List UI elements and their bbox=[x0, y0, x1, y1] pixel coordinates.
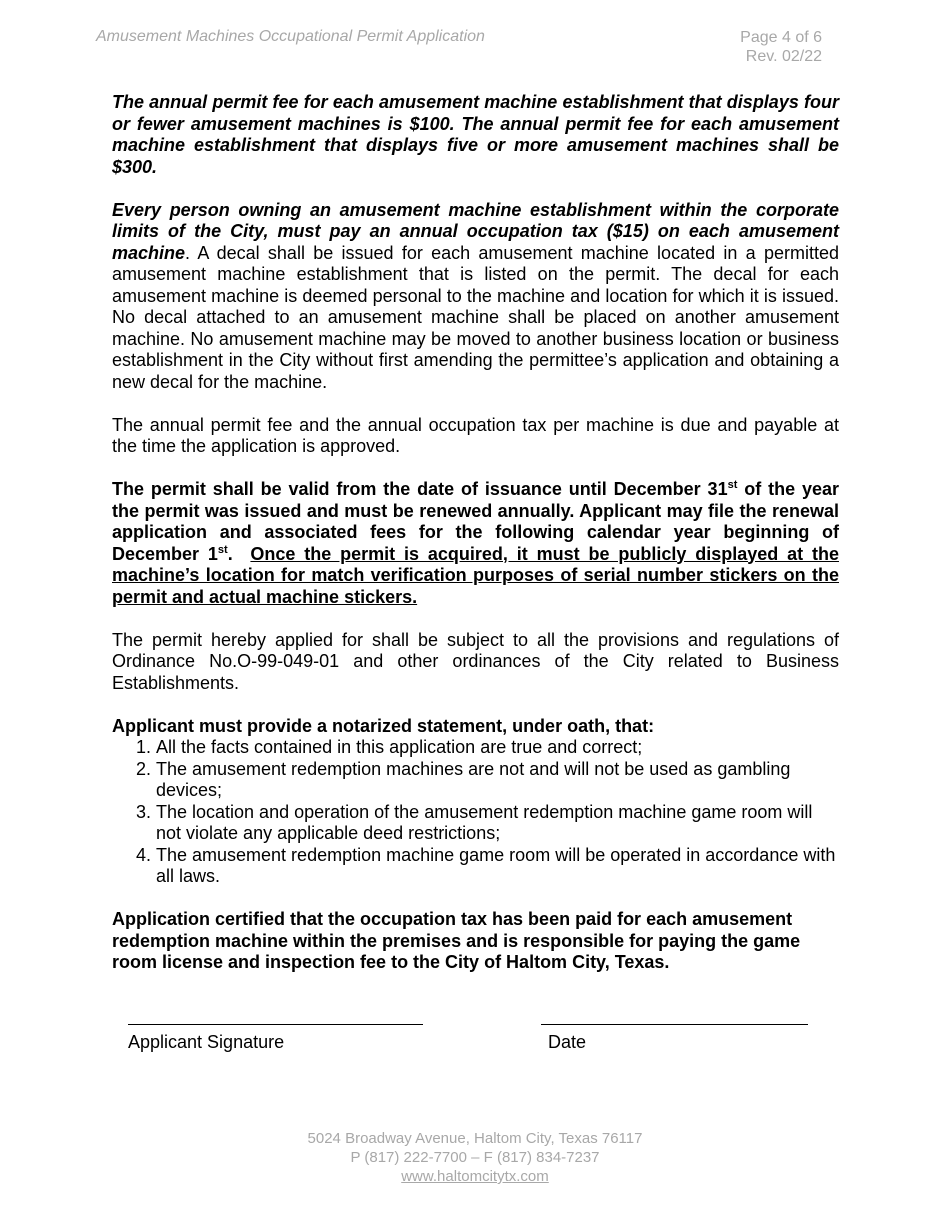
ordinance-paragraph: The permit hereby applied for shall be subject to all the provisions and regulations of Ordinance No.O-99-049-01 and other ordinances of the City related to Business Establishments. bbox=[112, 629, 839, 693]
occupation-tax-paragraph bbox=[112, 200, 839, 394]
date-block bbox=[541, 1012, 808, 1053]
list-heading: Applicant must provide a notarized statement, under oath, that: bbox=[112, 715, 655, 736]
validity-sup-2: st bbox=[217, 543, 228, 556]
list-item: 2. The amusement redemption machines are not and will not be used as gambling devices; bbox=[156, 759, 839, 802]
occupation-tax-bold: Every person owning an amusement machine establishment within the corporate limits of the City, must pay an annual occupation tax ($15) on each amusement machine bbox=[112, 199, 839, 263]
document-body bbox=[112, 92, 839, 974]
validity-text-b: of the year the permit was issued and must be renewed annually. Applicant may file the renewal application and associated fees for the following calendar year beginning of December 1 bbox=[112, 479, 839, 564]
display-requirement: Once the permit is acquired, it must be publicly displayed at the machine’s location for match verification purposes of serial number stickers on the permit and actual machine stickers. bbox=[112, 543, 839, 607]
validity-text-a: The permit shall be valid from the date of issuance until December 31 bbox=[112, 479, 728, 499]
date-line[interactable] bbox=[541, 1012, 808, 1025]
validity-sup-1: st bbox=[727, 479, 738, 491]
applicant-signature-block bbox=[128, 1012, 423, 1053]
footer-address: 5024 Broadway Avenue, Haltom City, Texas 76117 bbox=[307, 1130, 643, 1147]
footer-phone: P (817) 222-7700 – F (817) 834-7237 bbox=[350, 1149, 600, 1166]
statement-list bbox=[112, 737, 839, 888]
validity-text-c: . bbox=[227, 543, 251, 564]
document-title: Amusement Machines Occupational Permit Application bbox=[96, 28, 485, 45]
page-number: Page 4 of 6 bbox=[740, 29, 822, 46]
certification-paragraph: Application certified that the occupation tax has been paid for each amusement redemption machine within the premises and is responsible for paying the game room license and inspection fee to the City of Haltom City, Texas. bbox=[112, 909, 801, 972]
list-item: 4. The amusement redemption machine game room will be operated in accordance with all laws. bbox=[156, 845, 839, 888]
fee-paragraph: The annual permit fee for each amusement machine establishment that displays four or fewer amusement machines is $100. The annual permit fee for each amusement machine establishment that displays five or more amusement machines shall be $300. bbox=[112, 92, 839, 177]
date-label: Date bbox=[548, 1032, 587, 1052]
revision: Rev. 02/22 bbox=[745, 48, 822, 65]
list-item: 3. The location and operation of the amusement redemption machine game room will not violate any applicable deed restrictions; bbox=[156, 802, 839, 845]
footer bbox=[0, 1129, 950, 1186]
list-item: 1. All the facts contained in this application are true and correct; bbox=[156, 737, 839, 759]
page-info bbox=[740, 28, 822, 66]
payment-paragraph: The annual permit fee and the annual occupation tax per machine is due and payable at the time the application is approved. bbox=[112, 414, 839, 456]
footer-website-link[interactable]: www.haltomcitytx.com bbox=[401, 1168, 549, 1185]
applicant-signature-line[interactable] bbox=[128, 1012, 423, 1025]
applicant-signature-label: Applicant Signature bbox=[128, 1032, 285, 1052]
occupation-tax-rest: . A decal shall be issued for each amusement machine located in a permitted amusement machine establishment that is listed on the permit. The decal for each amusement machine is deemed personal to the machine and location for which it is issued. No decal attached to an amusement machine shall be placed on another amusement machine. No amusement machine may be moved to another business location or business establishment in the City without first amending the permittee’s application and obtaining a new decal for the machine. bbox=[112, 242, 839, 392]
validity-paragraph bbox=[112, 479, 839, 608]
